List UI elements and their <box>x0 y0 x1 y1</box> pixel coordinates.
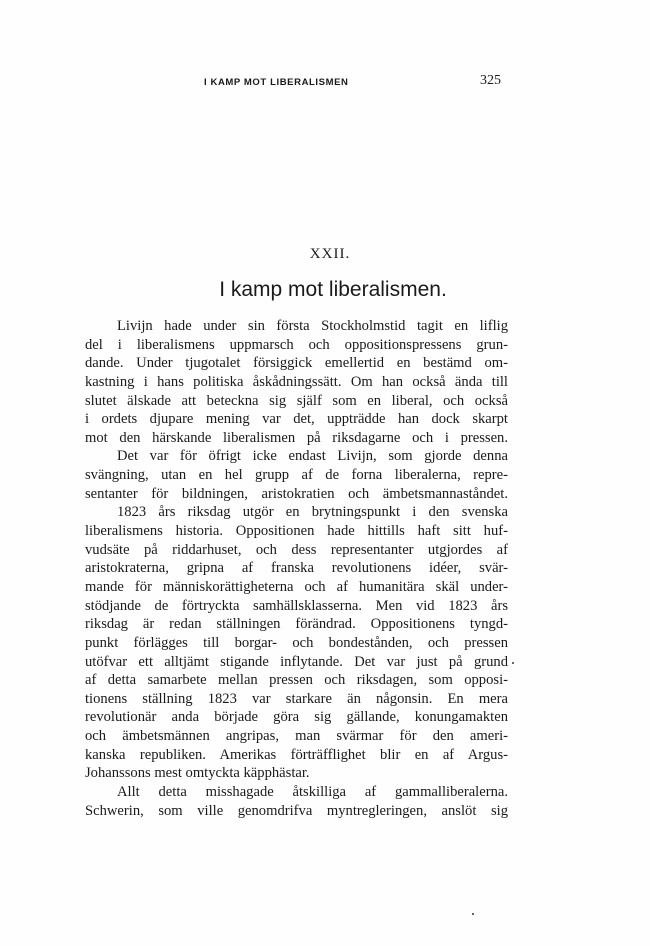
text-line: af detta samarbete mellan pressen och riksdagen, som opposi- <box>85 672 508 689</box>
scan-speck <box>472 913 474 915</box>
text-line: 1823 års riksdag utgör en brytningspunkt i den svenska <box>117 504 508 521</box>
text-line: kastning i hans politiska åskådningssätt. Om han också ända till <box>85 373 508 390</box>
text-line: tionens ställning 1823 var starkare än någonsin. En mera <box>85 690 508 707</box>
text-line: stödjande de förtryckta samhällsklasserna. Men vid 1823 års <box>85 597 508 614</box>
text-line: utöfvar ett alltjämt stigande inflytande. Det var just på grund <box>85 653 508 670</box>
text-line: svängning, utan en hel grupp af de forna liberalerna, repre- <box>85 467 508 484</box>
text-line: riksdag är redan ställningen förändrad. Oppositionens tyngd- <box>85 616 508 633</box>
text-line: Allt detta misshagade åtskilliga af gammalliberalerna. <box>117 784 508 801</box>
scan-speck <box>512 662 514 664</box>
text-line: Schwerin, som ville genomdrifva myntregleringen, anslöt sig <box>85 802 508 819</box>
chapter-title: I kamp mot liberalismen. <box>219 278 447 301</box>
text-line: liberalismens historia. Oppositionen hade hittills haft sitt huf- <box>85 523 508 540</box>
text-line: mot den härskande liberalismen på riksdagarne och i pressen. <box>85 429 508 446</box>
text-line: dande. Under tjugotalet försiggick emellertid en bestämd om- <box>85 355 508 372</box>
body-text <box>85 317 508 820</box>
text-line: mande för människorättigheterna och af humanitära skäl under- <box>85 578 508 595</box>
running-head: I KAMP MOT LIBERALISMEN <box>204 77 349 88</box>
text-line: punkt förlägges till borgar- och bondestånden, och pressen <box>85 634 508 651</box>
chapter-number: XXII. <box>309 246 351 262</box>
text-line: kanska republiken. Amerikas förträfflighet blir en af Argus- <box>85 746 508 763</box>
page-number: 325 <box>480 73 501 88</box>
text-line: del i liberalismens uppmarsch och oppositionspressens grun- <box>85 336 508 353</box>
text-line: Livijn hade under sin första Stockholmstid tagit en liflig <box>117 318 508 334</box>
text-line: och ämbetsmännen angripas, man svärmar för den ameri- <box>85 728 508 745</box>
text-line: vudsäte på riddarhuset, och dess representanter utgjordes af <box>85 541 508 558</box>
text-line: Johanssons mest omtyckta käpphästar. <box>85 765 310 782</box>
text-line: aristokraterna, gripna af franska revolutionens idéer, svär- <box>85 560 508 577</box>
text-line: i ordets djupare mening var det, uppträdde han dock skarpt <box>85 411 508 428</box>
text-line: revolutionär anda började göra sig gällande, konungamakten <box>85 709 508 726</box>
text-line: sentanter för bildningen, aristokratien och ämbetsmannaståndet. <box>85 485 508 502</box>
text-line: Det var för öfrigt icke endast Livijn, som gjorde denna <box>117 448 508 465</box>
text-line: slutet älskade att beteckna sig själf som en liberal, och också <box>85 392 508 409</box>
